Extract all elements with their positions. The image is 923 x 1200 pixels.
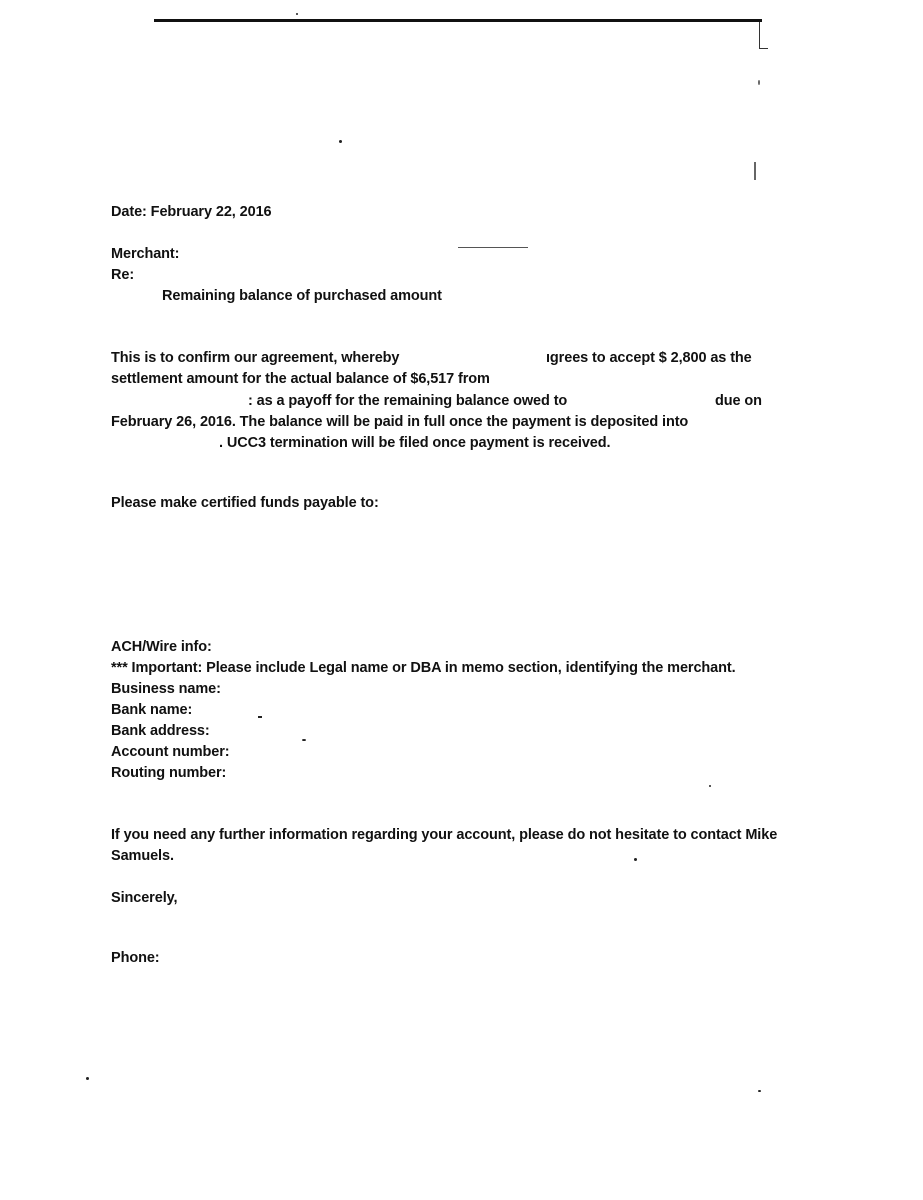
bank-address-label: Bank address: [111,723,210,739]
scan-speck [258,716,262,718]
scan-corner-mark [759,22,768,49]
scan-speck [339,140,342,143]
scan-speck [296,13,298,15]
re-subject: Remaining balance of purchased amount [162,288,442,304]
redaction-trace [458,247,528,248]
scan-speck [758,1090,761,1092]
body-line-3-left: : as a payoff for the remaining balance owed to [248,393,568,409]
phone-label: Phone: [111,950,160,966]
bank-name-label: Bank name: [111,702,193,718]
routing-number-label: Routing number: [111,765,227,781]
body-line-1-right: ıgrees to accept $ 2,800 as the [546,350,752,366]
ach-heading: ACH/Wire info: [111,639,212,655]
scan-speck [754,162,756,180]
scan-speck [758,80,760,85]
re-label: Re: [111,267,135,283]
scan-speck [709,785,711,787]
top-rule [154,19,762,22]
contact-line-1: If you need any further information regarding your account, please do not hesitate to contact Mike [111,827,778,843]
body-line-2: settlement amount for the actual balance of $6,517 from [111,371,490,387]
scan-speck [86,1077,89,1080]
closing: Sincerely, [111,890,178,906]
ach-important-note: *** Important: Please include Legal name or DBA in memo section, identifying the merchant. [111,660,736,676]
body-line-4: February 26, 2016. The balance will be paid in full once the payment is deposited into [111,414,689,430]
account-number-label: Account number: [111,744,230,760]
business-name-label: Business name: [111,681,221,697]
body-line-5: . UCC3 termination will be filed once payment is received. [219,435,611,451]
body-line-1-left: This is to confirm our agreement, whereby [111,350,400,366]
letter-date: Date: February 22, 2016 [111,204,272,220]
body-line-3-right: due on [715,393,762,409]
merchant-label: Merchant: [111,246,180,262]
contact-line-2: Samuels. [111,848,174,864]
scan-speck [302,739,306,741]
payable-line: Please make certified funds payable to: [111,495,379,511]
scan-speck [634,858,637,861]
